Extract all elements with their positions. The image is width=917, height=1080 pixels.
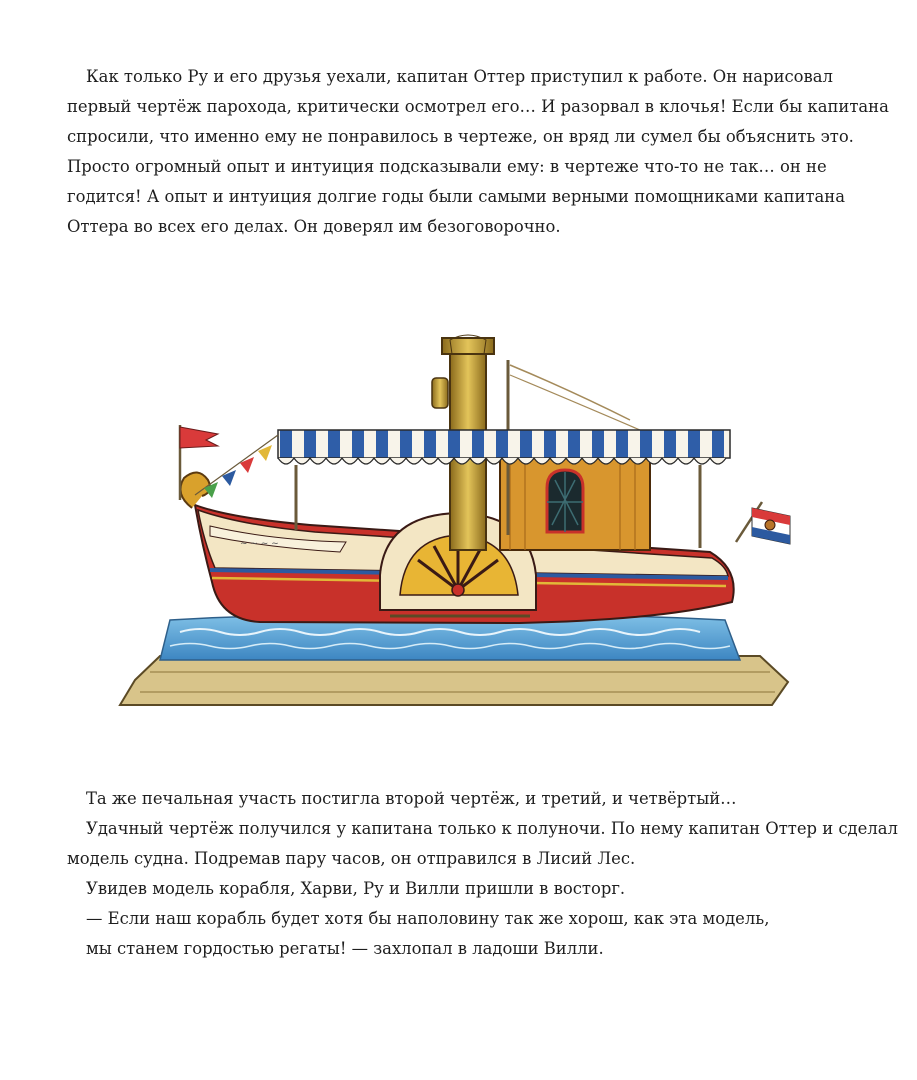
text-block-top — [67, 62, 889, 242]
paragraph-line: первый чертёж парохода, критически осмотрел его… И разорвал в клочья! Если бы капитана — [67, 97, 889, 116]
steamboat-model-illustration — [100, 320, 800, 725]
paragraph-line: Просто огромный опыт и интуиция подсказывали ему: в чертеже что-то не так… он не — [67, 157, 827, 176]
wooden-base — [120, 656, 788, 705]
paragraph-line: Та же печальная участь постигла второй чертёж, и третий, и четвёртый… — [86, 789, 737, 808]
dialogue-line: мы станем гордостью регаты! — захлопал в ладоши Вилли. — [86, 939, 604, 958]
text-block-bottom — [67, 784, 898, 964]
paragraph-line: спросили, что именно ему не понравилось в чертеже, он вряд ли сумел бы объяснить это. — [67, 127, 854, 146]
cabin — [500, 450, 650, 550]
paragraph-line: Удачный чертёж получился у капитана только к полуночи. По нему капитан Оттер и сделал — [86, 819, 898, 838]
paragraph-line: годится! А опыт и интуиция долгие годы были самыми верными помощниками капитана — [67, 187, 845, 206]
paragraph-line: модель судна. Подремав пару часов, он отправился в Лисий Лес. — [67, 849, 636, 868]
paragraph-line: Увидев модель корабля, Харви, Ру и Вилли пришли в восторг. — [86, 879, 626, 898]
dialogue-line: — Если наш корабль будет хотя бы наполовину так же хорош, как эта модель, — [86, 909, 770, 928]
paragraph-line: Оттера во всех его делах. Он доверял им безоговорочно. — [67, 217, 561, 236]
paragraph-line: Как только Ру и его друзья уехали, капитан Оттер приступил к работе. Он нарисовал — [86, 67, 833, 86]
stern-flag — [736, 502, 790, 544]
hull-nameplate: ~ ~ ~ ~ — [240, 539, 279, 549]
